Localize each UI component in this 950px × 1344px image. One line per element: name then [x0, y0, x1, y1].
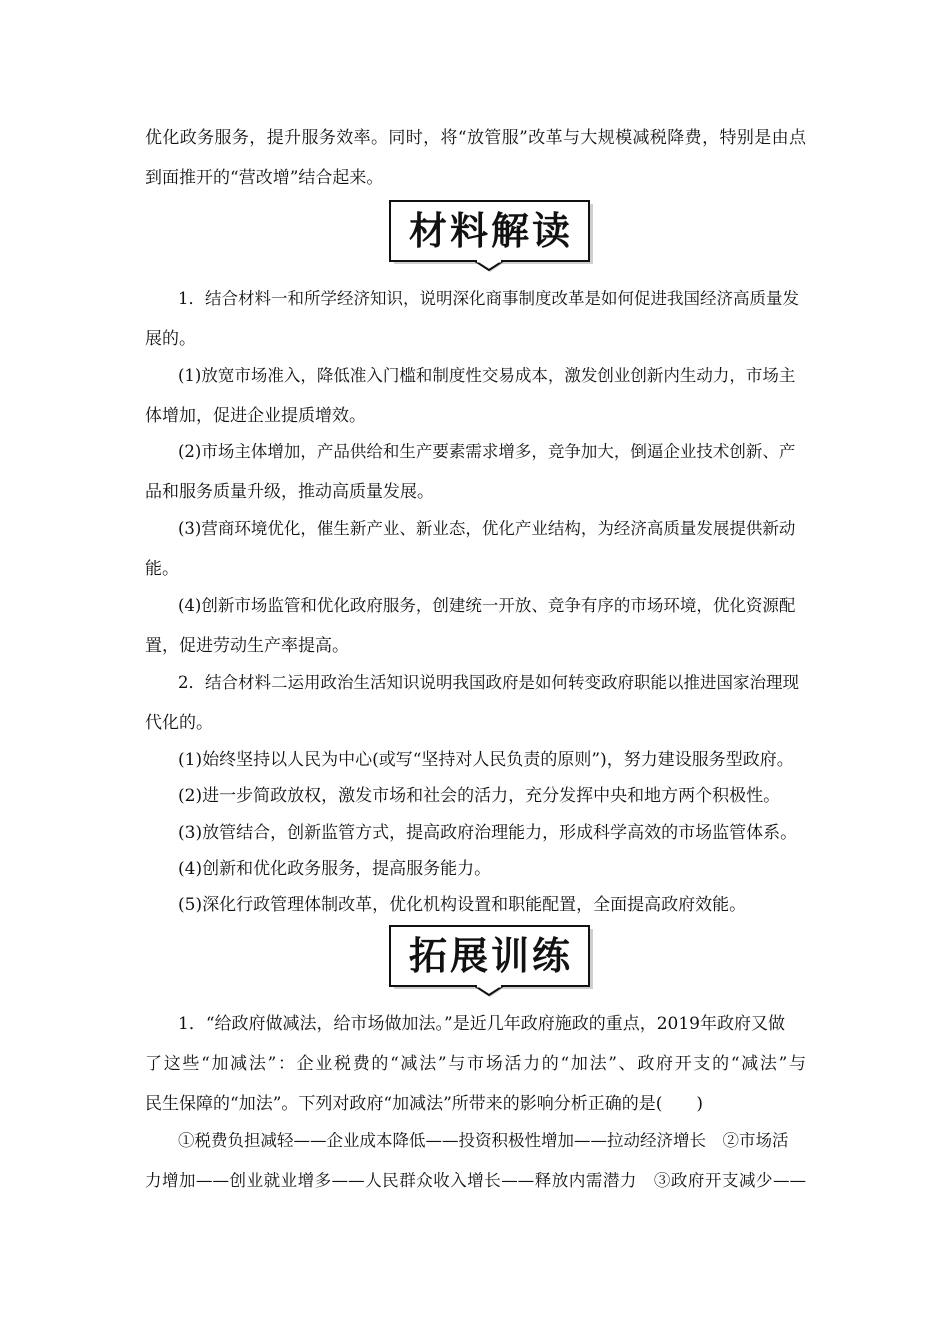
answer-2-4: (4)创新和优化政务服务，提高服务能力。: [178, 859, 492, 879]
practice-question-line-1: 1．“给政府做减法，给市场做加法。”是近几年政府施政的重点，2019年政府又做: [178, 1014, 785, 1034]
answer-2-3: (3)放管结合，创新监管方式，提高政府治理能力，形成科学高效的市场监管体系。: [178, 823, 798, 843]
answer-1-4-line-1: (4)创新市场监管和优化政府服务，创建统一开放、竞争有序的市场环境，优化资源配: [178, 596, 796, 615]
answer-1-3-line-1: (3)营商环境优化，催生新产业、新业态，优化产业结构，为经济高质量发展提供新动: [178, 519, 796, 538]
answer-2-2: (2)进一步简政放权，激发市场和社会的活力，充分发挥中央和地方两个积极性。: [178, 786, 781, 806]
answer-2-5: (5)深化行政管理体制改革，优化机构设置和职能配置，全面提高政府效能。: [178, 895, 747, 915]
question-1-line-2: 展的。: [145, 329, 196, 349]
practice-options-line-1: ①税费负担减轻——企业成本降低——投资积极性增加——拉动经济增长 ②市场活: [178, 1131, 789, 1150]
answer-1-1-line-2: 体增加，促进企业提质增效。: [145, 406, 366, 426]
question-2-line-1: 2．结合材料二运用政治生活知识说明我国政府是如何转变政府职能以推进国家治理现: [178, 673, 799, 692]
section-heading-practice: 拓展训练: [408, 934, 573, 978]
answer-1-4-line-2: 置，促进劳动生产率提高。: [145, 636, 349, 656]
intro-line-2: 到面推开的“营改增”结合起来。: [145, 168, 384, 188]
answer-1-2-line-1: (2)市场主体增加，产品供给和生产要素需求增多，竞争加大，倒逼企业技术创新、产: [178, 442, 796, 461]
answer-1-1-line-1: (1)放宽市场准入，降低准入门槛和制度性交易成本，激发创业创新内生动力，市场主: [178, 366, 796, 385]
question-2-line-2: 代化的。: [145, 713, 213, 733]
question-1-line-1: 1．结合材料一和所学经济知识，说明深化商事制度改革是如何促进我国经济高质量发: [178, 289, 799, 308]
practice-question-line-2: 了这些“加减法”：企业税费的“减法”与市场活力的“加法”、政府开支的“减法”与: [145, 1054, 806, 1074]
practice-options-line-2: 力增加——创业就业增多——人民群众收入增长——释放内需潜力 ③政府开支减少——: [145, 1171, 806, 1190]
answer-2-1: (1)始终坚持以人民为中心(或写“坚持对人民负责的原则”)，努力建设服务型政府。: [178, 750, 794, 770]
answer-1-3-line-2: 能。: [145, 559, 179, 579]
section-heading-material: 材料解读: [408, 209, 573, 253]
section-banner-material: [389, 200, 593, 270]
section-banner-practice: [389, 925, 593, 995]
intro-line-1: 优化政务服务，提升服务效率。同时，将“放管服”改革与大规模减税降费，特别是由点: [145, 128, 806, 148]
answer-1-2-line-2: 品和服务质量升级，推动高质量发展。: [145, 482, 434, 502]
practice-question-line-3: 民生保障的“加法”。下列对政府“加减法”所带来的影响分析正确的是( ): [145, 1094, 704, 1114]
